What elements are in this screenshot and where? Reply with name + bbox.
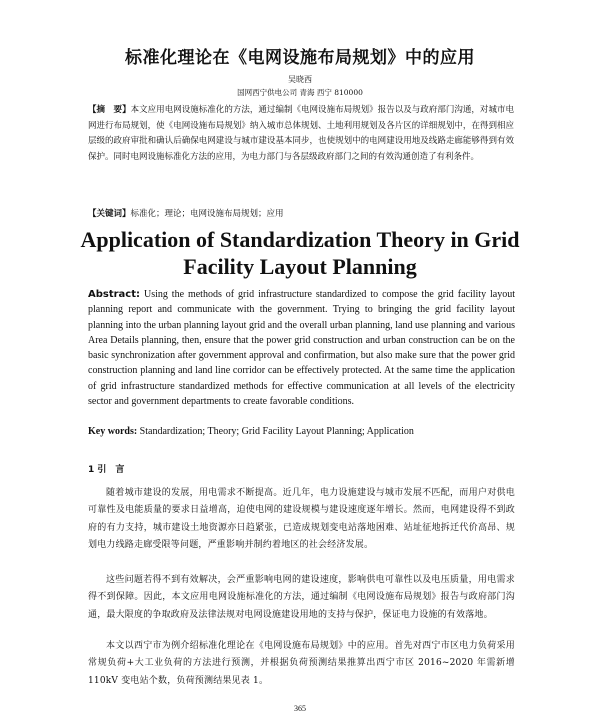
chinese-abstract-label: 【摘 要】 (88, 105, 131, 115)
body-paragraph-2: 这些问题若得不到有效解决，会严重影响电网的建设速度，影响供电可靠性以及电压质量，用电需求得不到保障。因此，本文应用电网设施标准化的方法，通过编制《电网设施布局规划》报告与政府部门沟通，最大限度的争取政府及法律法规对电网设施建设用地的支持与保护，保证电力设施的有效落地。 (88, 575, 515, 620)
chinese-abstract-text: 本文应用电网设施标准化的方法，通过编制《电网设施布局规划》报告以及与政府部门沟通，对城市电网进行布局规划，使《电网设施布局规划》纳入城市总体规划、土地利用规划及各片区的详细规划中，在得到相应层级的政府审批和确认后确保电网建设与城市建设基本同步，也使规划中的电网建设用地及线路走廊能够得到有效保护。同时电网设施标准化方法的应用，为电力部门与各层级政府部门之间的有效沟通创造了有利条件。 (88, 105, 514, 162)
english-title-line-2: Facility Layout Planning (183, 254, 417, 279)
english-keywords-label: Key words: (88, 426, 138, 437)
body-paragraph-1: 随着城市建设的发展，用电需求不断提高。近几年，电力设施建设与城市发展不匹配，而用户对供电可靠性及电能质量的要求日益增高，迫使电网的建设规模与建设速度逐年增长。然而，电网建设得不到政府的有力支持，城市建设土地资源亦日趋紧张，已造成规划变电站落地困难、站址征地拆迁代价高昂、规划电力线路走廊受限等问题，严重影响并制约着地区的社会经济发展。 (88, 488, 515, 551)
english-title-line-1: Application of Standardization Theory in Grid (80, 227, 520, 252)
chinese-title: 标准化理论在《电网设施布局规划》中的应用 (125, 48, 475, 68)
author-affiliation: 国网西宁供电公司 青海 西宁 810000 (237, 88, 363, 97)
english-title (0, 226, 600, 280)
chinese-keywords-text: 标准化；理论；电网设施布局规划；应用 (130, 209, 284, 219)
english-keywords (88, 426, 515, 437)
page-number: 365 (294, 704, 306, 713)
english-abstract-text: Using the methods of grid infrastructure standardized to compose the grid facility layout planning report and communicate with the government. Trying to bringing the grid facility layout planning into the urban planning layout grid and the overall urban planning, land use planning and various Area Details planning, then, ensure that the power grid construction and urban construction can be on the basic synchronization after government approval and confirmation, but also make sure that the power grid construction planning and land line corridor can be effectively protected. At the same time the application of grid infrastructure standardized methods for effective communication at all levels of the electricity sector and government departments to create favorable conditions. (88, 289, 515, 408)
english-abstract-label: Abstract: (88, 289, 141, 300)
chinese-keywords-label: 【关键词】 (88, 209, 131, 219)
chinese-abstract (88, 103, 514, 165)
body-paragraph-3: 本文以西宁市为例介绍标准化理论在《电网设施布局规划》中的应用。首先对西宁市区电力负荷采用常规负荷+大工业负荷的方法进行预测，并根据负荷预测结果推算出西宁市区 2016~2020 年需新增 110kV 变电站个数，负荷预测结果见表 1。 (88, 641, 515, 686)
english-abstract (88, 287, 515, 409)
chinese-keywords (88, 207, 514, 219)
section-1-heading: 1 引 言 (88, 465, 125, 475)
english-keywords-text: Standardization; Theory; Grid Facility Layout Planning; Application (139, 426, 414, 437)
author-name: 吴晓西 (288, 75, 312, 84)
